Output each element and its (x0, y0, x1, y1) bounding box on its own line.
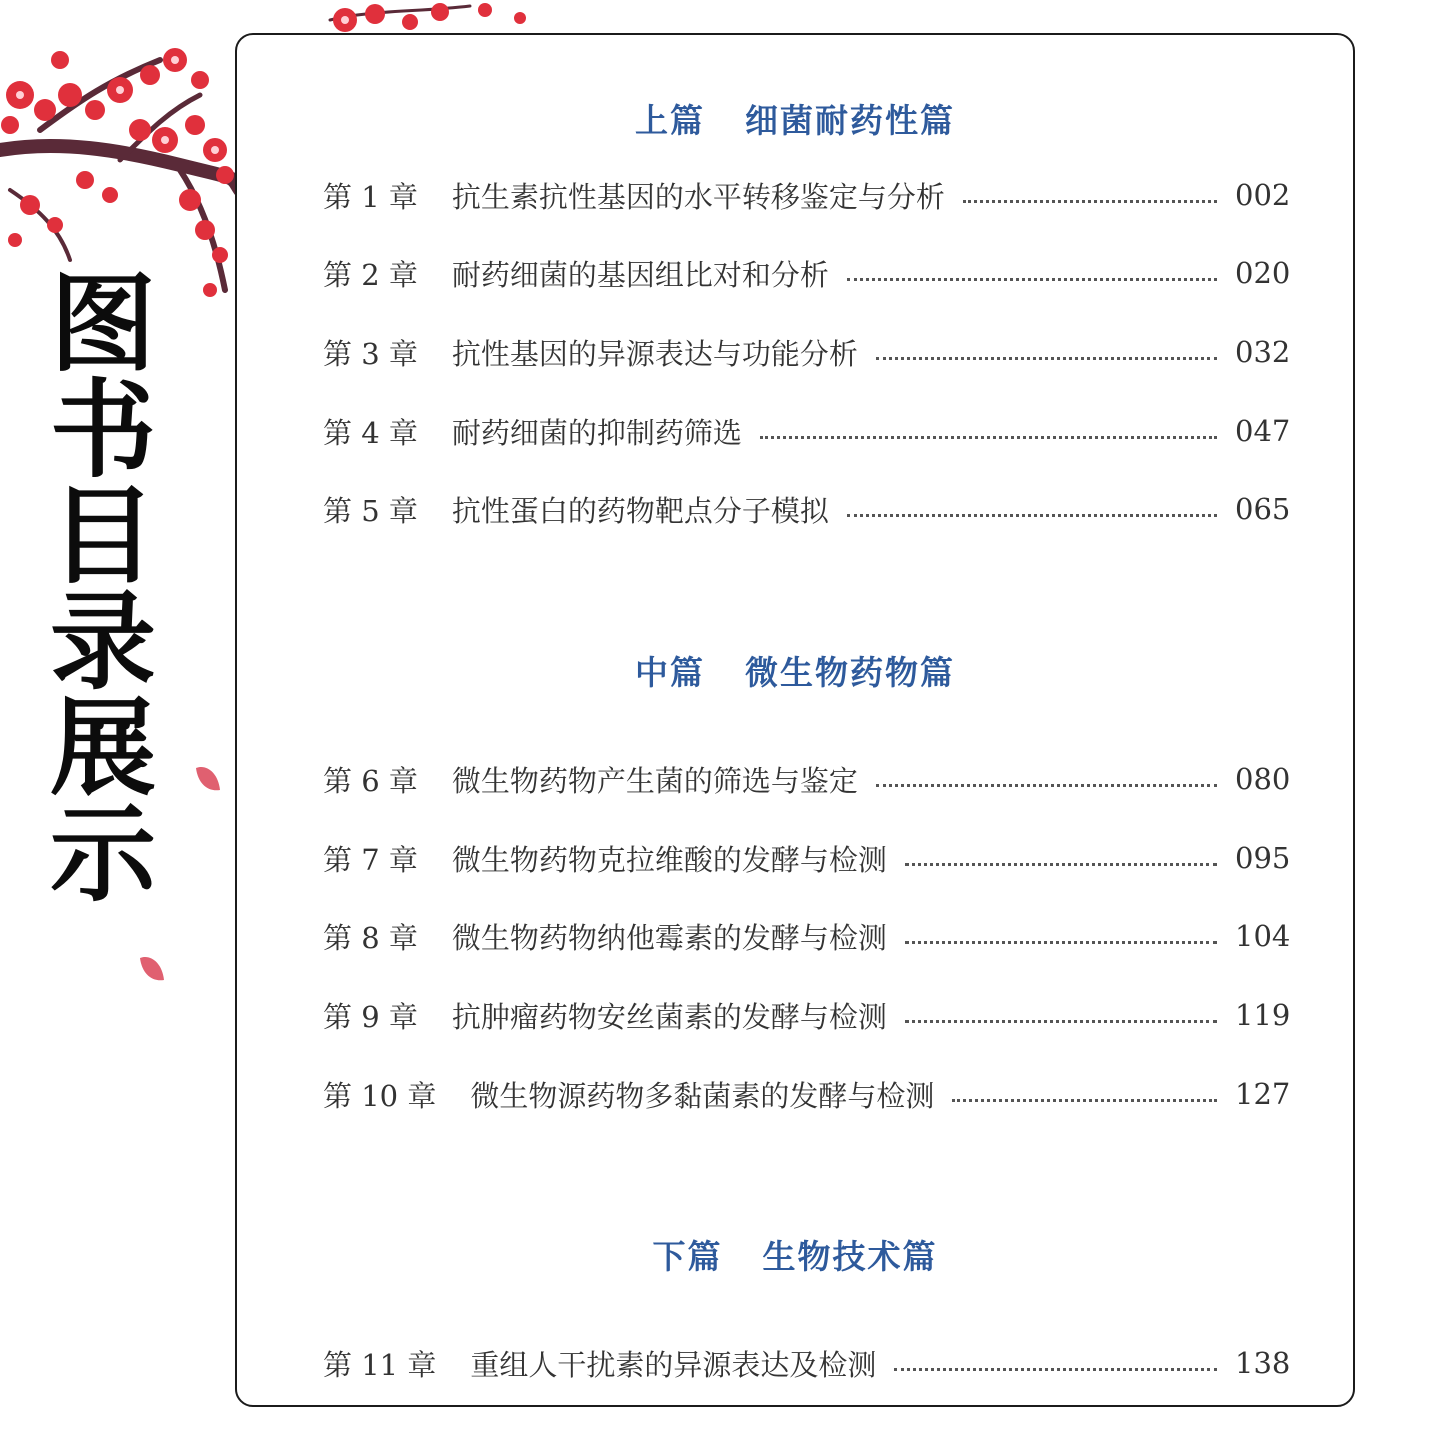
page-number: 119 (1235, 998, 1291, 1032)
chapter-title: 抗生素抗性基因的水平转移鉴定与分析 (451, 179, 945, 214)
chapter-title: 重组人干扰素的异源表达及检测 (470, 1347, 877, 1382)
part-name: 生物技术篇 (762, 1237, 938, 1276)
part-label: 中篇 (635, 653, 705, 692)
chapter-title: 微生物药物产生菌的筛选与鉴定 (451, 763, 858, 798)
dot-leader (894, 1368, 1217, 1371)
toc-entry (323, 759, 1291, 799)
toc-entry (323, 838, 1291, 878)
toc-entry (323, 916, 1291, 956)
part-label: 下篇 (652, 1237, 723, 1276)
chapter-title: 抗性基因的异源表达与功能分析 (451, 336, 858, 371)
part-heading (237, 95, 1353, 142)
page-number: 002 (1235, 178, 1291, 212)
table-of-contents (235, 33, 1355, 1407)
dot-leader (876, 357, 1217, 360)
toc-entry (323, 995, 1291, 1035)
chapter-number: 第 5 章 (323, 493, 418, 528)
part-name: 微生物药物篇 (745, 653, 955, 692)
page-number: 127 (1235, 1077, 1291, 1111)
page-number: 020 (1235, 256, 1291, 290)
chapter-title: 耐药细菌的抑制药筛选 (451, 415, 742, 450)
dot-leader (847, 278, 1217, 281)
chapter-number: 第 1 章 (323, 179, 418, 214)
side-title-char: 目 (50, 475, 156, 598)
chapter-title: 微生物药物克拉维酸的发酵与检测 (451, 842, 887, 877)
dot-leader (952, 1099, 1217, 1102)
toc-entry (323, 1343, 1291, 1383)
part-heading (237, 647, 1353, 694)
chapter-title: 抗肿瘤药物安丝菌素的发酵与检测 (451, 999, 887, 1034)
side-title-char: 示 (50, 793, 156, 916)
page-number: 047 (1235, 414, 1291, 448)
dot-leader (963, 200, 1217, 203)
side-title-char: 录 (50, 581, 156, 704)
chapter-number: 第 11 章 (323, 1347, 437, 1382)
chapter-number: 第 2 章 (323, 257, 418, 292)
toc-entry (323, 489, 1291, 529)
chapter-title: 微生物药物纳他霉素的发酵与检测 (451, 920, 887, 955)
page-number: 032 (1235, 335, 1291, 369)
side-title-char: 展 (50, 687, 156, 810)
page-number: 104 (1235, 919, 1291, 953)
dot-leader (847, 514, 1217, 517)
part-name: 细菌耐药性篇 (745, 101, 955, 140)
page-number: 095 (1235, 841, 1291, 875)
dot-leader (905, 941, 1217, 944)
page-number: 065 (1235, 492, 1291, 526)
side-title (38, 263, 168, 916)
petal-icon (136, 952, 168, 986)
chapter-number: 第 8 章 (323, 920, 418, 955)
toc-entry (323, 332, 1291, 372)
dot-leader (760, 436, 1217, 439)
toc-entry (323, 175, 1291, 215)
chapter-number: 第 7 章 (323, 842, 418, 877)
dot-leader (905, 863, 1217, 866)
chapter-title: 微生物源药物多黏菌素的发酵与检测 (470, 1078, 935, 1113)
part-heading (237, 1231, 1353, 1278)
chapter-number: 第 10 章 (323, 1078, 437, 1113)
part-label: 上篇 (635, 101, 705, 140)
page-number: 138 (1235, 1346, 1291, 1380)
toc-entry (323, 1074, 1291, 1114)
dot-leader (876, 784, 1217, 787)
side-title-char: 图 (50, 263, 156, 386)
chapter-title: 抗性蛋白的药物靶点分子模拟 (451, 493, 829, 528)
chapter-number: 第 3 章 (323, 336, 418, 371)
toc-entry (323, 411, 1291, 451)
side-title-char: 书 (50, 369, 156, 492)
petal-icon (192, 762, 224, 796)
dot-leader (905, 1020, 1217, 1023)
toc-entry (323, 253, 1291, 293)
page-number: 080 (1235, 762, 1291, 796)
chapter-title: 耐药细菌的基因组比对和分析 (451, 257, 829, 292)
chapter-number: 第 9 章 (323, 999, 418, 1034)
chapter-number: 第 4 章 (323, 415, 418, 450)
chapter-number: 第 6 章 (323, 763, 418, 798)
